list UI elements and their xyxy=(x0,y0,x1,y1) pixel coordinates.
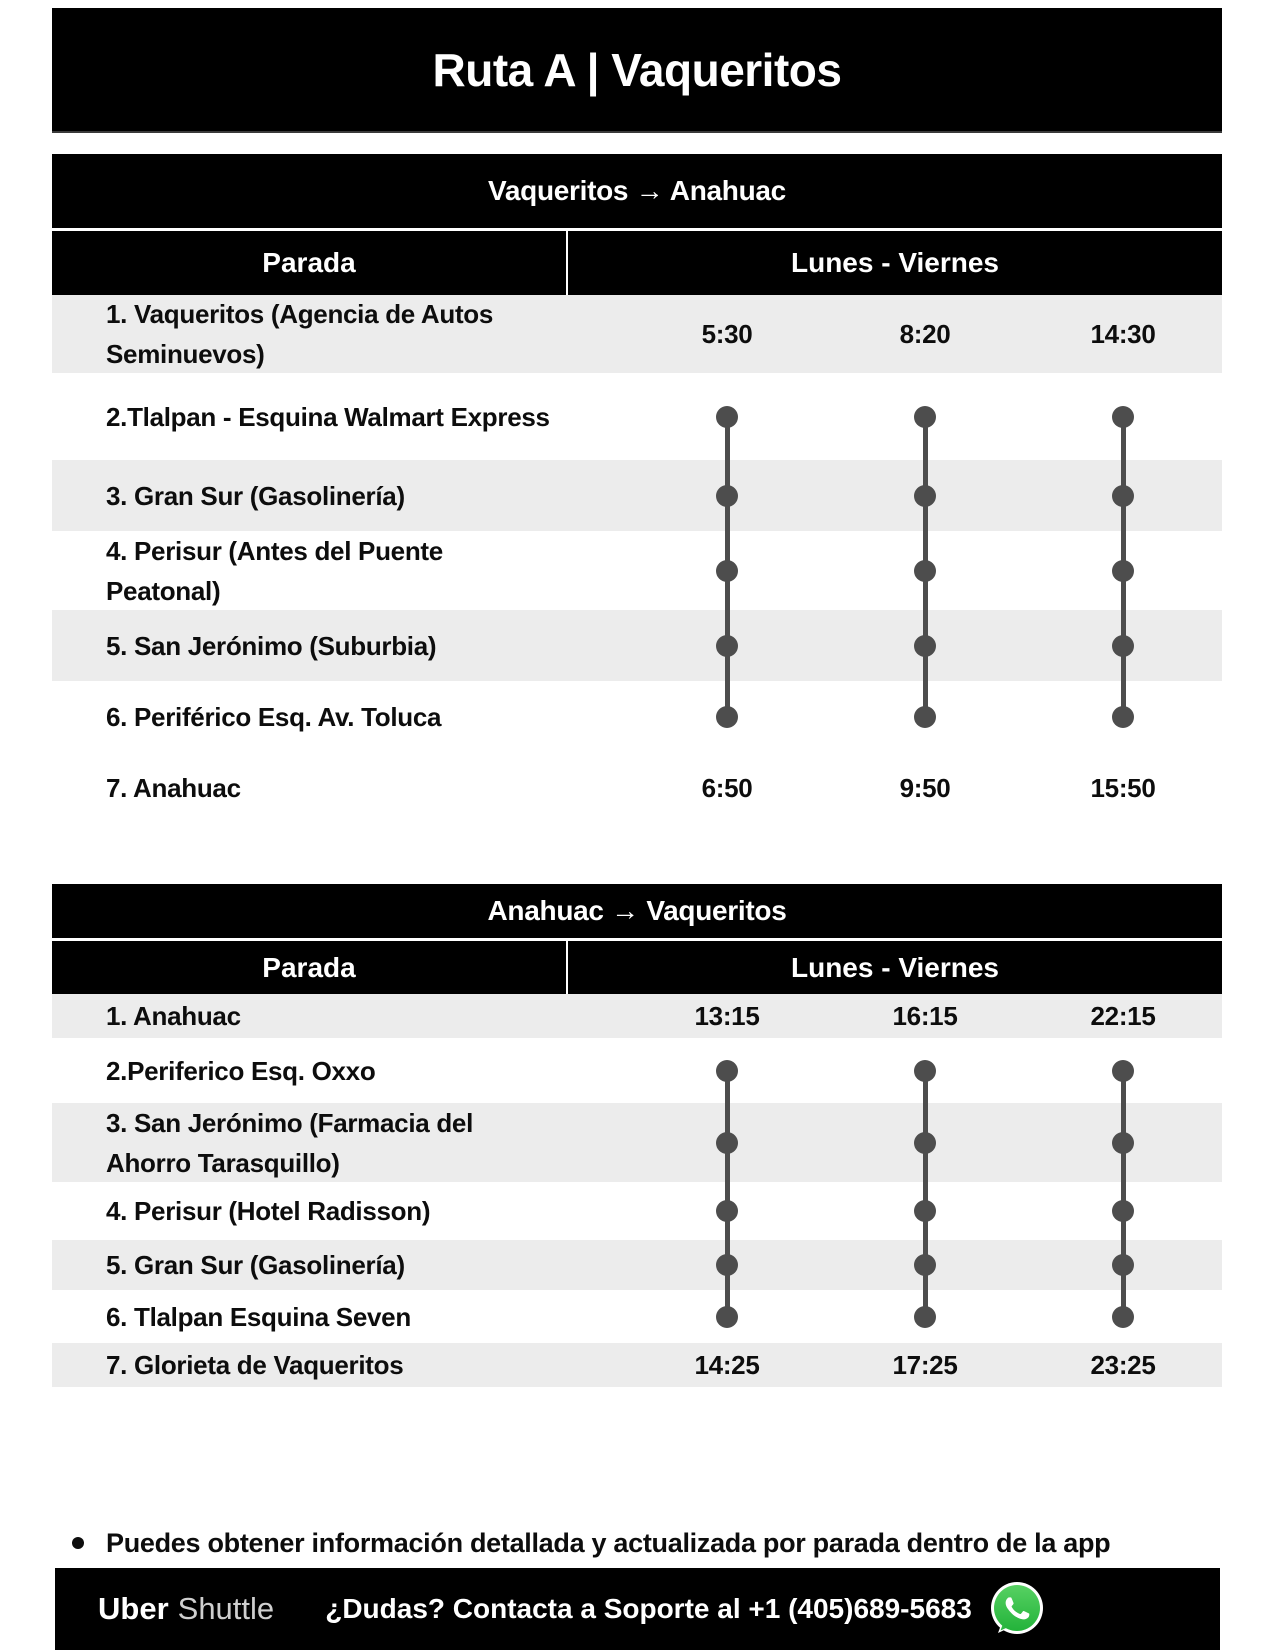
route-stop-marker-icon xyxy=(1024,531,1222,610)
route-stop-marker-icon xyxy=(826,610,1024,681)
route-stop-marker-icon xyxy=(628,1290,826,1343)
route-stop-marker-icon xyxy=(628,1182,826,1240)
route-stop-marker-icon xyxy=(1024,1182,1222,1240)
route-stop-marker-icon xyxy=(1024,460,1222,531)
route-stop-marker-icon xyxy=(628,1240,826,1290)
column-header-weekdays: Lunes - Viernes xyxy=(790,951,999,983)
route-stop-marker-icon xyxy=(1024,373,1222,460)
route-stop-marker-icon xyxy=(628,531,826,610)
whatsapp-icon[interactable] xyxy=(989,1581,1045,1637)
footer-bar xyxy=(55,1568,1220,1650)
schedule-table-vaqueritos-anahuac xyxy=(52,154,1222,824)
table-row xyxy=(52,752,1222,824)
app-info-note xyxy=(52,1520,1222,1566)
route-stop-marker-icon xyxy=(826,1182,1024,1240)
stop-label: 1. Vaqueritos (Agencia de Autos Seminuevos) xyxy=(106,299,494,369)
route-stop-marker-icon xyxy=(826,1290,1024,1343)
departure-time: 17:25 xyxy=(892,1349,958,1380)
departure-time: 5:30 xyxy=(701,318,753,349)
route-stop-marker-icon xyxy=(1024,1103,1222,1182)
note-text: Puedes obtener información detallada y actualizada por parada dentro de la app xyxy=(106,1527,1111,1558)
departure-time: 16:15 xyxy=(892,1000,958,1031)
table-row xyxy=(52,295,1222,373)
bullet-dot-icon xyxy=(72,1537,84,1549)
departure-time: 6:50 xyxy=(701,772,753,803)
stop-label: 7. Glorieta de Vaqueritos xyxy=(106,1350,404,1380)
stop-label: 7. Anahuac xyxy=(106,773,241,803)
direction-header: Anahuac → Vaqueritos xyxy=(52,884,1222,938)
stop-label: 1. Anahuac xyxy=(106,1001,241,1031)
stop-label: 2.Tlalpan - Esquina Walmart Express xyxy=(106,401,550,432)
route-stop-marker-icon xyxy=(628,610,826,681)
route-stop-marker-icon xyxy=(628,681,826,752)
route-stop-marker-icon xyxy=(628,1103,826,1182)
stop-label: 4. Perisur (Hotel Radisson) xyxy=(106,1196,431,1226)
route-stop-marker-icon xyxy=(628,460,826,531)
stop-label: 6. Periférico Esq. Av. Toluca xyxy=(106,701,442,732)
stop-label: 2.Periferico Esq. Oxxo xyxy=(106,1055,376,1086)
stop-label: 5. San Jerónimo (Suburbia) xyxy=(106,630,437,661)
stop-label: 4. Perisur (Antes del Puente Peatonal) xyxy=(106,535,443,606)
column-header-parada: Parada xyxy=(52,941,568,994)
departure-time: 8:20 xyxy=(899,318,951,349)
table-rows xyxy=(52,295,1222,824)
route-stop-marker-icon xyxy=(826,460,1024,531)
page-title: Ruta A | Vaqueritos xyxy=(432,43,842,96)
route-stop-marker-icon xyxy=(826,373,1024,460)
route-stop-marker-icon xyxy=(1024,1240,1222,1290)
route-stop-marker-icon xyxy=(826,1038,1024,1103)
departure-time: 23:25 xyxy=(1090,1349,1156,1380)
column-header-parada: Parada xyxy=(52,231,568,295)
route-stop-marker-icon xyxy=(1024,1038,1222,1103)
route-stop-marker-icon xyxy=(1024,681,1222,752)
departure-time: 13:15 xyxy=(694,1000,760,1031)
table-row xyxy=(52,373,1222,460)
stop-label: 3. San Jerónimo (Farmacia del Ahorro Tarasquillo) xyxy=(106,1107,473,1178)
departure-time: 15:50 xyxy=(1090,772,1156,803)
page-header xyxy=(52,8,1222,133)
route-stop-marker-icon xyxy=(1024,610,1222,681)
route-stop-marker-icon xyxy=(826,531,1024,610)
stop-label: 3. Gran Sur (Gasolinería) xyxy=(106,480,405,511)
route-stop-marker-icon xyxy=(826,681,1024,752)
table-row xyxy=(52,610,1222,681)
departure-time: 9:50 xyxy=(899,772,951,803)
table-rows xyxy=(52,994,1222,1387)
departure-time: 14:25 xyxy=(694,1349,760,1380)
table-row xyxy=(52,1038,1222,1103)
stop-label: 5. Gran Sur (Gasolinería) xyxy=(106,1250,405,1280)
route-stop-marker-icon xyxy=(1024,1290,1222,1343)
table-row xyxy=(52,681,1222,752)
table-row xyxy=(52,994,1222,1038)
column-header-row xyxy=(52,938,1222,994)
table-row xyxy=(52,1103,1222,1182)
departure-time: 14:30 xyxy=(1090,318,1156,349)
schedule-table-anahuac-vaqueritos xyxy=(52,884,1222,1387)
route-stop-marker-icon xyxy=(826,1103,1024,1182)
uber-wordmark: Uber xyxy=(98,1591,169,1626)
table-row xyxy=(52,531,1222,610)
table-row xyxy=(52,1240,1222,1290)
route-stop-marker-icon xyxy=(628,1038,826,1103)
table-row xyxy=(52,460,1222,531)
uber-shuttle-logo xyxy=(98,1591,274,1627)
support-contact-text: ¿Dudas? Contacta a Soporte al +1 (405)689-5683 xyxy=(325,1593,972,1624)
route-stop-marker-icon xyxy=(826,1240,1024,1290)
route-stop-marker-icon xyxy=(628,373,826,460)
column-header-weekdays: Lunes - Viernes xyxy=(790,247,999,278)
column-header-row xyxy=(52,228,1222,295)
table-row xyxy=(52,1343,1222,1387)
stop-label: 6. Tlalpan Esquina Seven xyxy=(106,1301,411,1332)
table-row xyxy=(52,1290,1222,1343)
shuttle-wordmark: Shuttle xyxy=(177,1591,275,1626)
direction-header: Vaqueritos → Anahuac xyxy=(52,154,1222,228)
departure-time: 22:15 xyxy=(1090,1000,1156,1031)
table-row xyxy=(52,1182,1222,1240)
